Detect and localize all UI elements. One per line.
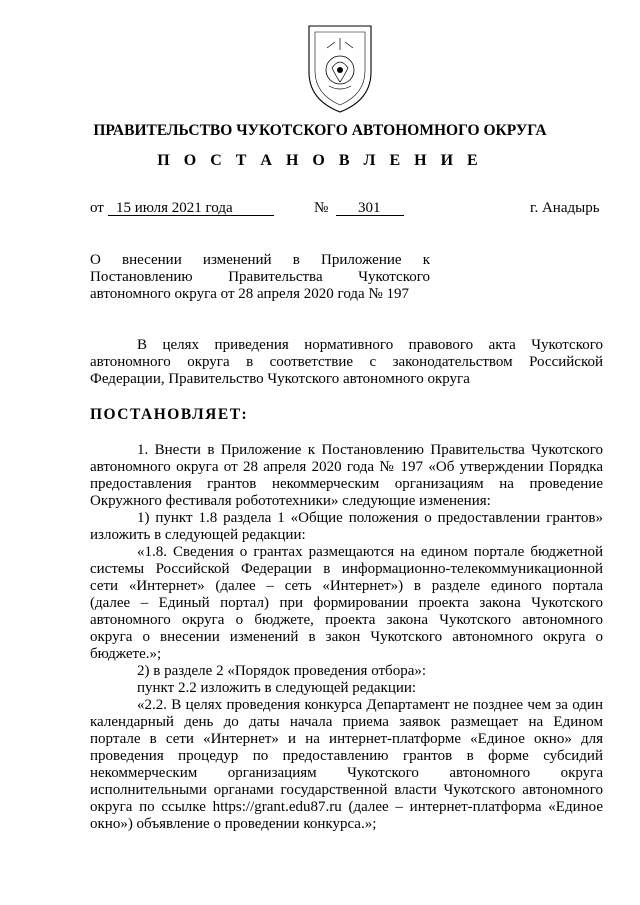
body-line: автономного округа от 28 апреля 2020 года № 197 «Об утверждении Порядка <box>90 459 603 475</box>
subject-line: Постановлению Правительства Чукотского <box>90 269 430 285</box>
subject-line: О внесении изменений в Приложение к <box>90 252 430 268</box>
body-line: исполнительными органами государственной власти Чукотского автономного <box>90 782 603 798</box>
body-line: Окружного фестиваля робототехники» следующие изменения: <box>90 493 491 509</box>
body-line: 1. Внести в Приложение к Постановлению Правительства Чукотского <box>137 442 603 458</box>
body-line: (далее – Единый портал) при формировании проекта закона Чукотского <box>90 595 603 611</box>
preamble-line: Федерации, Правительство Чукотского автономного округа <box>90 371 470 387</box>
body-line: округа о внесении изменений в закон Чукотского автономного округа о <box>90 629 603 645</box>
body-line: «2.2. В целях проведения конкурса Департамент не позднее чем за один <box>137 697 603 713</box>
document-number: 301 <box>358 200 381 216</box>
document-date: 15 июля 2021 года <box>116 200 233 216</box>
document-type-title: П О С Т А Н О В Л Е Н И Е <box>157 152 483 169</box>
body-line: автономного округа о бюджете, проекта закона Чукотского автономного <box>90 612 603 628</box>
preamble-line: автономного округа в соответствие с законодательством Российской <box>90 354 603 370</box>
number-underline <box>336 215 404 216</box>
body-line: 2) в разделе 2 «Порядок проведения отбора»: <box>137 663 427 679</box>
body-line: системы Российской Федерации в информационно-телекоммуникационной <box>90 561 603 577</box>
document-body <box>90 442 603 833</box>
body-line: бюджете.»; <box>90 646 162 662</box>
city: г. Анадырь <box>530 200 600 216</box>
subject-line: автономного округа от 28 апреля 2020 года № 197 <box>90 286 409 302</box>
body-line: некоммерческим организациям Чукотского автономного округа <box>90 765 603 781</box>
body-line: портале в сети «Интернет» и на интернет-платформе «Единое окно» для <box>90 731 603 747</box>
body-line: сети «Интернет» (далее – сеть «Интернет») в разделе единого портала <box>90 578 603 594</box>
body-line: окно») объявление о проведении конкурса.»; <box>90 816 377 832</box>
body-line: изложить в следующей редакции: <box>90 527 306 543</box>
body-line: округа по ссылке https://grant.edu87.ru (далее – интернет-платформа «Единое <box>90 799 603 815</box>
date-underline <box>108 215 274 216</box>
body-line: 1) пункт 1.8 раздела 1 «Общие положения о предоставлении грантов» <box>137 510 603 526</box>
body-line: «1.8. Сведения о грантах размещаются на едином портале бюджетной <box>137 544 603 560</box>
body-line: пункт 2.2 изложить в следующей редакции: <box>137 680 417 696</box>
body-line: проведения процедур по предоставлению грантов в форме субсидий <box>90 748 603 764</box>
date-prefix: от <box>90 200 104 216</box>
body-line: предоставления грантов некоммерческим организациям на проведение <box>90 476 603 492</box>
resolve-heading: ПОСТАНОВЛЯЕТ: <box>90 406 249 423</box>
document-subject <box>90 252 430 303</box>
organization-title: ПРАВИТЕЛЬСТВО ЧУКОТСКОГО АВТОНОМНОГО ОКРУГА <box>93 122 547 139</box>
coat-of-arms-emblem <box>299 20 381 116</box>
body-line: календарный день до даты начала приема заявок размещает на Едином <box>90 714 603 730</box>
number-label: № <box>314 200 329 216</box>
preamble <box>90 337 603 388</box>
preamble-line: В целях приведения нормативного правового акта Чукотского <box>137 337 603 353</box>
